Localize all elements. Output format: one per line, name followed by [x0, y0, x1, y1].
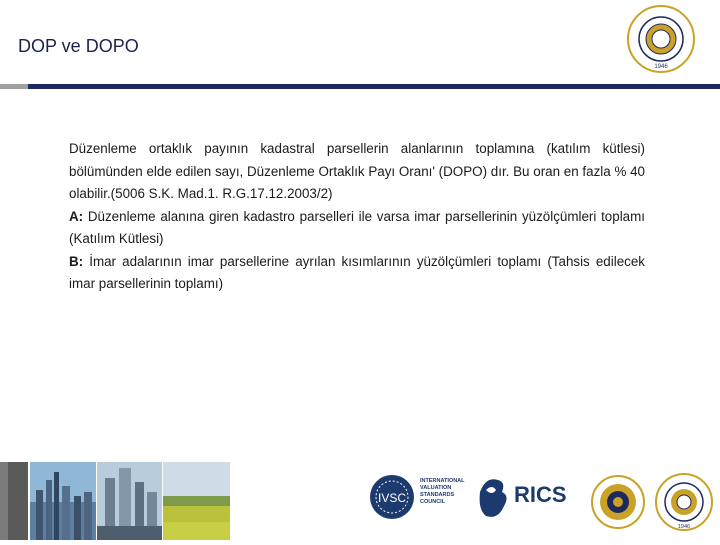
ankara-universitesi-seal-footer-icon [652, 462, 716, 540]
meadow-photo [163, 462, 230, 540]
footer-seal-year: 1946 [677, 524, 691, 530]
towers-photo [97, 462, 162, 540]
university-seal-gold-icon [588, 462, 648, 540]
header-rule-gray [0, 84, 28, 89]
definition-b-label: B: [69, 253, 84, 269]
rics-label: RICS [514, 482, 567, 507]
ivsc-text: INTERNATIONAL VALUATION STANDARDS COUNCIL [420, 478, 465, 505]
definition-b [69, 251, 645, 296]
content-body [69, 138, 645, 296]
definition-a [69, 206, 645, 251]
page-title: DOP ve DOPO [18, 36, 139, 56]
seal-year: 1946 [654, 64, 668, 70]
ivsc-logo [362, 462, 474, 540]
definition-a-label: A: [69, 208, 84, 224]
header-rule-navy [28, 84, 720, 89]
city-skyline-photo [30, 462, 96, 540]
paragraph-dopo: Düzenleme ortaklık payının kadastral parsellerin alanlarının toplamına (katılım kütlesi) bölümünden elde edilen sayı, Düzenleme Ortaklık Payı Oranı' (DOPO) dır. Bu oran en fazla % 40 olabilir.(5006 S.K. Mad.1. R.G.17.12.2003/2) [69, 141, 645, 201]
ankara-universitesi-seal-icon [626, 4, 696, 74]
footer-strip-dark [8, 462, 28, 540]
ivsc-label: IVSC [377, 491, 407, 505]
definition-b-text: İmar adalarının imar parsellerine ayrılan kısımlarının yüzölçümleri toplamı (Tahsis edilecek imar parsellerinin toplamı) [69, 253, 645, 291]
rics-logo [472, 462, 580, 540]
definition-a-text: Düzenleme alanına giren kadastro parselleri ile varsa imar parsellerinin yüzölçümleri toplamı (Katılım Kütlesi) [69, 208, 645, 246]
